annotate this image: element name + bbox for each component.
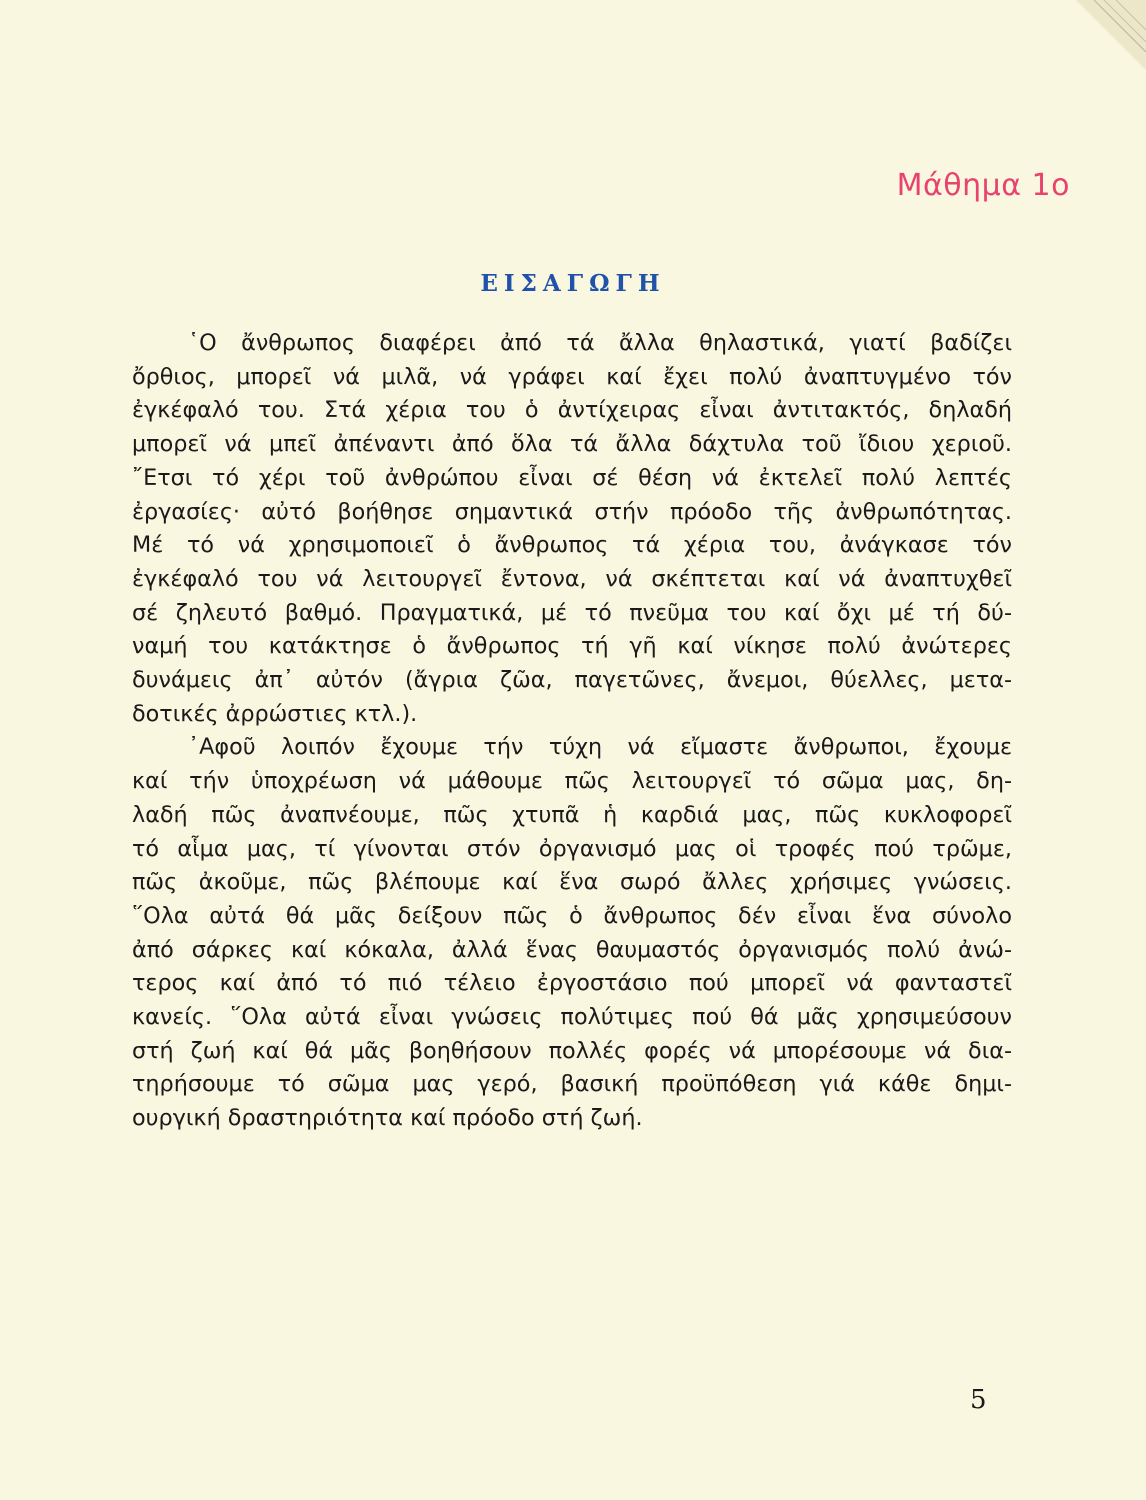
text-line: τηρήσουμε τό σῶμα μας γερό, βασική προϋπόθεση γιά κάθε δημι- [132,1071,1012,1098]
text-line: πῶς ἀκοῦμε, πῶς βλέπουμε καί ἕνα σωρό ἄλλες χρήσιμες γνώσεις. [132,869,1012,896]
paragraph-2 [132,731,1012,1135]
text-line: ἐγκέφαλό του. Στά χέρια του ὁ ἀντίχειρας εἶναι ἀντιτακτός, δηλαδή [132,397,1012,424]
page-corner-fold [1076,0,1146,70]
text-line: ᾽Αφοῦ λοιπόν ἔχουμε τήν τύχη νά εἴμαστε ἄνθρωποι, ἔχουμε [188,734,1012,761]
text-line: σέ ζηλευτό βαθμό. Πραγματικά, μέ τό πνεῦμα του καί ὄχι μέ τή δύ- [132,599,1012,626]
text-line: ουργική δραστηριότητα καί πρόοδο στή ζωή. [132,1105,643,1132]
text-line: Μέ τό νά χρησιμοποιεῖ ὁ ἄνθρωπος τά χέρια του, ἀνάγκασε τόν [132,532,1012,559]
text-line: καί τήν ὑποχρέωση νά μάθουμε πῶς λειτουργεῖ τό σῶμα μας, δη- [132,768,1012,795]
text-line: μπορεῖ νά μπεῖ ἀπέναντι ἀπό ὅλα τά ἄλλα δάχτυλα τοῦ ἴδιου χεριοῦ. [132,431,1012,458]
text-line: ἐργασίες· αὐτό βοήθησε σημαντικά στήν πρόοδο τῆς ἀνθρωπότητας. [132,498,1012,525]
text-line: τερος καί ἀπό τό πιό τέλειο ἐργοστάσιο πού μπορεῖ νά φανταστεῖ [132,970,1012,997]
lesson-label: Μάθημα 1ο [896,168,1070,203]
text-line: λαδή πῶς ἀναπνέουμε, πῶς χτυπᾶ ἡ καρδιά μας, πῶς κυκλοφορεῖ [132,801,1012,828]
paragraph-1 [132,327,1012,731]
text-line: στή ζωή καί θά μᾶς βοηθήσουν πολλές φορές νά μπορέσουμε νά δια- [132,1037,1012,1064]
text-line: ῾Ο ἄνθρωπος διαφέρει ἀπό τά ἄλλα θηλαστικά, γιατί βαδίζει [188,330,1012,356]
text-line: ῎Ετσι τό χέρι τοῦ ἀνθρώπου εἶναι σέ θέση νά ἐκτελεῖ πολύ λεπτές [132,464,1012,491]
body-text [132,327,1012,1136]
text-line: ὄρθιος, μπορεῖ νά μιλᾶ, νά γράφει καί ἔχει πολύ ἀναπτυγμένο τόν [132,363,1012,390]
page-number: 5 [970,1385,987,1415]
text-line: τό αἷμα μας, τί γίνονται στόν ὀργανισμό μας οἱ τροφές πού τρῶμε, [132,835,1012,862]
text-line: δοτικές ἀρρώστιες κτλ.). [132,700,418,727]
text-line: ναμή του κατάκτησε ὁ ἄνθρωπος τή γῆ καί νίκησε πολύ ἀνώτερες [132,633,1012,660]
text-line: ῞Ολα αὐτά θά μᾶς δείξουν πῶς ὁ ἄνθρωπος δέν εἶναι ἕνα σύνολο [132,902,1012,929]
text-line: ἐγκέφαλό του νά λειτουργεῖ ἔντονα, νά σκέπτεται καί νά ἀναπτυχθεῖ [132,565,1012,592]
text-line: κανείς. ῞Ολα αὐτά εἶναι γνώσεις πολύτιμες πού θά μᾶς χρησιμεύσουν [132,1004,1012,1031]
section-title: ΕΙΣΑΓΩΓΗ [480,270,666,297]
text-line: δυνάμεις ἀπ᾽ αὐτόν (ἄγρια ζῶα, παγετῶνες, ἄνεμοι, θύελλες, μετα- [132,667,1012,694]
text-line: ἀπό σάρκες καί κόκαλα, ἀλλά ἕνας θαυμαστός ὀργανισμός πολύ ἀνώ- [132,936,1012,963]
